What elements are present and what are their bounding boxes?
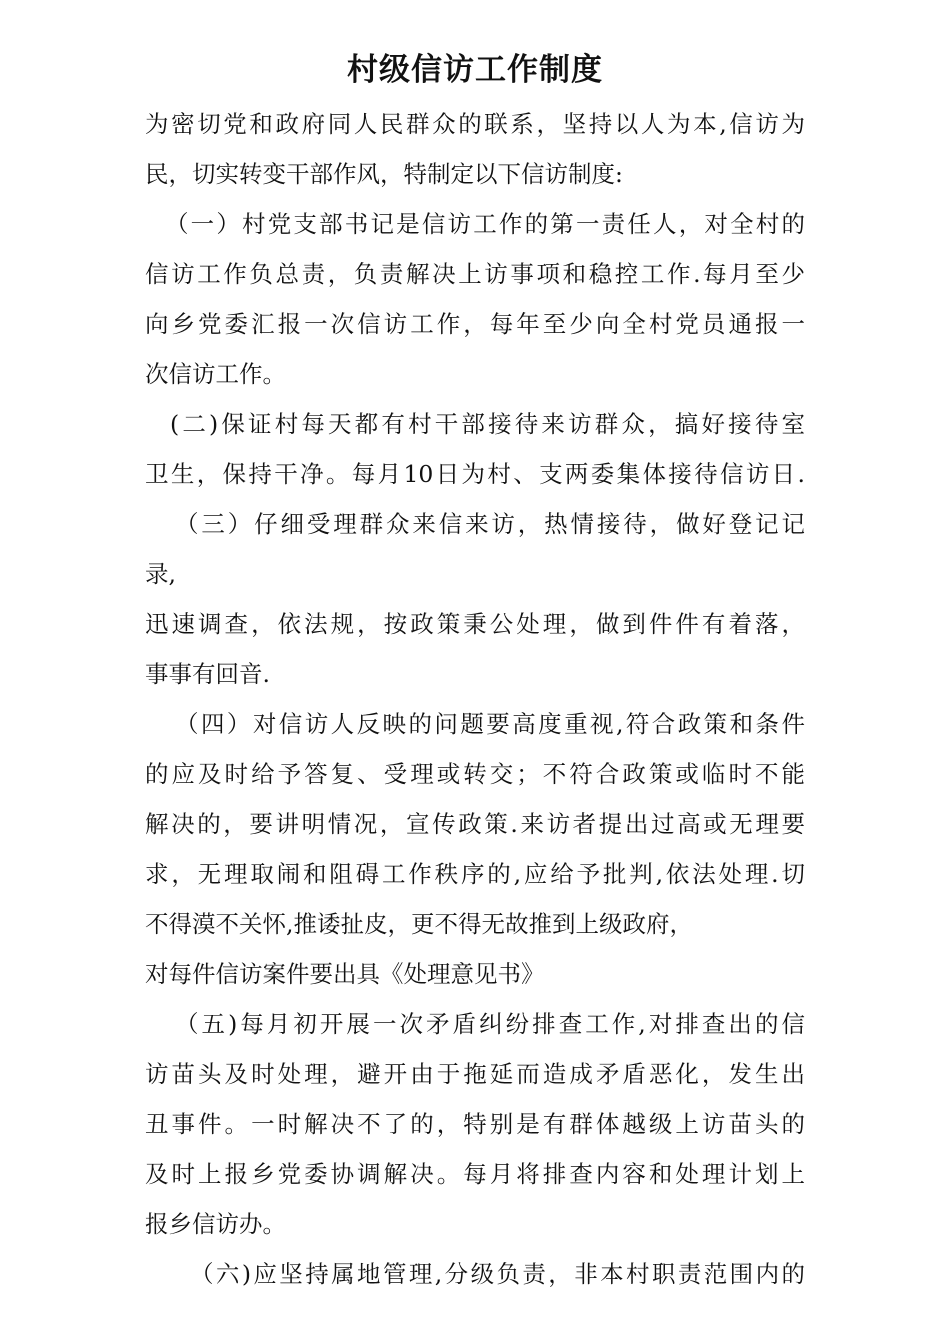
body-line: 次信访工作。 (145, 360, 286, 388)
body-line: 不得漠不关怀,推诿扯皮，更不得无故推到上级政府， (145, 910, 693, 938)
body-line: 的应及时给予答复、受理或转交；不符合政策或临时不能 (145, 760, 805, 788)
body-line: 信访工作负总责，负责解决上访事项和稳控工作.每月至少 (145, 260, 805, 288)
body-line: （三）仔细受理群众来信来访，热情接待，做好登记记 (175, 510, 805, 538)
body-line: 解决的，要讲明情况，宣传政策.来访者提出过高或无理要 (145, 810, 805, 838)
body-line: 迅速调查，依法规，按政策秉公处理，做到件件有着落， (145, 610, 805, 638)
body-line: 事事有回音. (145, 660, 270, 688)
body-line: 对每件信访案件要出具《处理意见书》 (145, 960, 545, 988)
body-line: 民，切实转变干部作风，特制定以下信访制度: (145, 160, 623, 188)
body-line: 求，无理取闹和阻碍工作秩序的,应给予批判,依法处理.切 (145, 860, 805, 888)
body-line: 卫生，保持干净。每月10日为村、支两委集体接待信访日. (145, 460, 805, 488)
body-line: （五)每月初开展一次矛盾纠纷排查工作,对排查出的信 (175, 1010, 805, 1038)
body-line: 向乡党委汇报一次信访工作，每年至少向全村党员通报一 (145, 310, 805, 338)
body-line: （一）村党支部书记是信访工作的第一责任人，对全村的 (165, 210, 805, 238)
body-line: 报乡信访办。 (145, 1210, 286, 1238)
body-line: 访苗头及时处理，避开由于拖延而造成矛盾恶化，发生出 (145, 1060, 805, 1088)
body-line: 录, (145, 560, 176, 588)
body-line: （四）对信访人反映的问题要高度重视,符合政策和条件 (175, 710, 805, 738)
body-line: 为密切党和政府同人民群众的联系，坚持以人为本,信访为 (145, 110, 805, 138)
body-line: 及时上报乡党委协调解决。每月将排查内容和处理计划上 (145, 1160, 805, 1188)
body-line: (二)保证村每天都有村干部接待来访群众，搞好接待室 (170, 410, 805, 438)
body-line: （六)应坚持属地管理,分级负责，非本村职责范围内的 (190, 1260, 805, 1288)
body-line: 丑事件。一时解决不了的，特别是有群体越级上访苗头的 (145, 1110, 805, 1138)
document-title: 村级信访工作制度 (347, 52, 603, 88)
